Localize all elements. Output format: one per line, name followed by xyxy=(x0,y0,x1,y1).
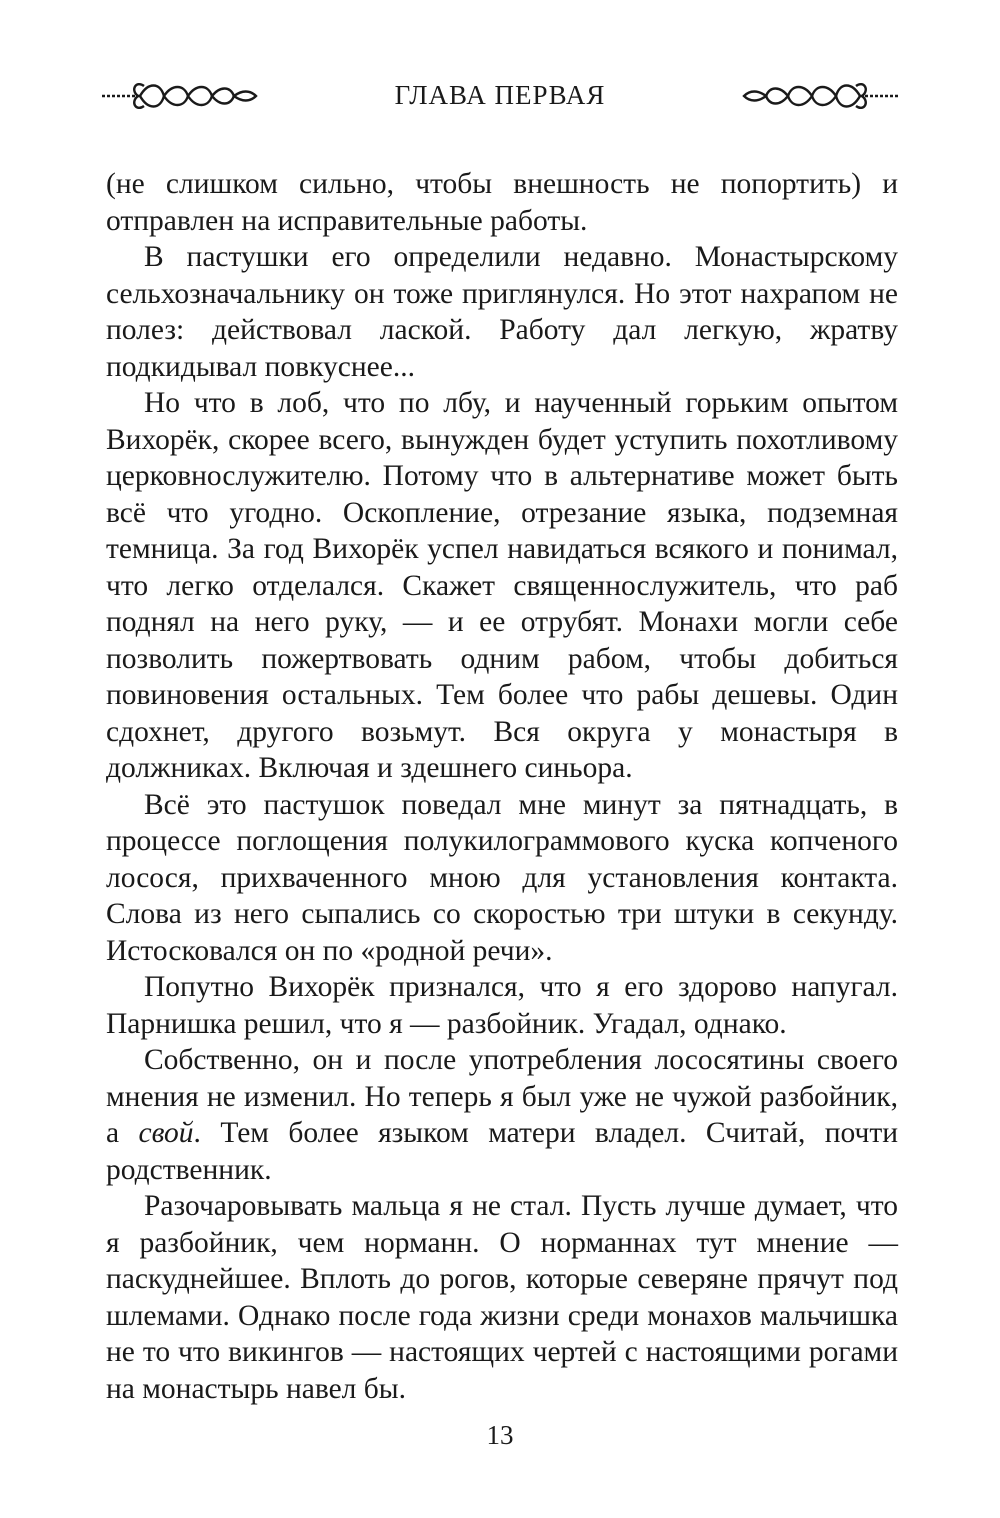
body-text xyxy=(106,166,898,1407)
paragraph: Всё это пастушок поведал мне минут за пятнадцать, в процессе поглощения полукилограммового куска копченого лосося, прихваченного мною для установления контакта. Слова из него сыпались со скоростью три штуки в секунду. Истосковался он по «родной речи». xyxy=(106,788,898,967)
running-head xyxy=(100,72,900,118)
italic-word: свой xyxy=(138,1117,194,1149)
paragraph: В пастушки его определили недавно. Монастырскому сельхозначальнику он тоже приглянулся. Но этот нахрапом не полез: действовал лаской. Работу дал легкую, жратву подкидывал повкуснее... xyxy=(106,241,898,383)
paragraph xyxy=(106,1042,898,1188)
page-number: 13 xyxy=(486,1420,514,1450)
paragraph-text: Собственно, он и после употребления лососятины своего мнения не изменил. Но теперь я был уже не чужой разбойник, а xyxy=(106,1044,898,1149)
paragraph: Разочаровывать мальца я не стал. Пусть лучше думает, что я разбойник, чем норманн. О норманнах тут мнение — паскуднейшее. Вплоть до рогов, которые северяне прячут под шлемами. Однако после года жизни среди монахов мальчишка не то что викингов — настоящих чертей с настоящими рогами на монастырь навел бы. xyxy=(106,1190,898,1405)
paragraph: Но что в лоб, что по лбу, и наученный горьким опытом Вихорёк, скорее всего, вынужден будет уступить похотливому церковнослужителю. Потому что в альтернативе может быть всё что угодно. Оскопление, отрезание языка, подземная темница. За год Вихорёк успел навидаться всякого и понимал, что легко отделался. Скажет священнослужитель, что раб поднял на него руку, — и ее отрубят. Монахи могли себе позволить пожертвовать одним рабом, чтобы добиться повиновения остальных. Тем более что рабы дешевы. Один сдохнет, другого возьмут. Вся округа у монастыря в должниках. Включая и здешнего синьора. xyxy=(106,387,898,784)
ornament-right-icon xyxy=(740,76,900,116)
paragraph-text: . Тем более языком матери владел. Считай, почти родственник. xyxy=(106,1117,899,1186)
paragraph: Попутно Вихорёк признался, что я его здорово напугал. Парнишка решил, что я — разбойник. Угадал, однако. xyxy=(106,971,898,1040)
chapter-title: ГЛАВА ПЕРВАЯ xyxy=(394,80,606,110)
paragraph: (не слишком сильно, чтобы внешность не попортить) и отправлен на исправительные работы. xyxy=(106,168,898,237)
